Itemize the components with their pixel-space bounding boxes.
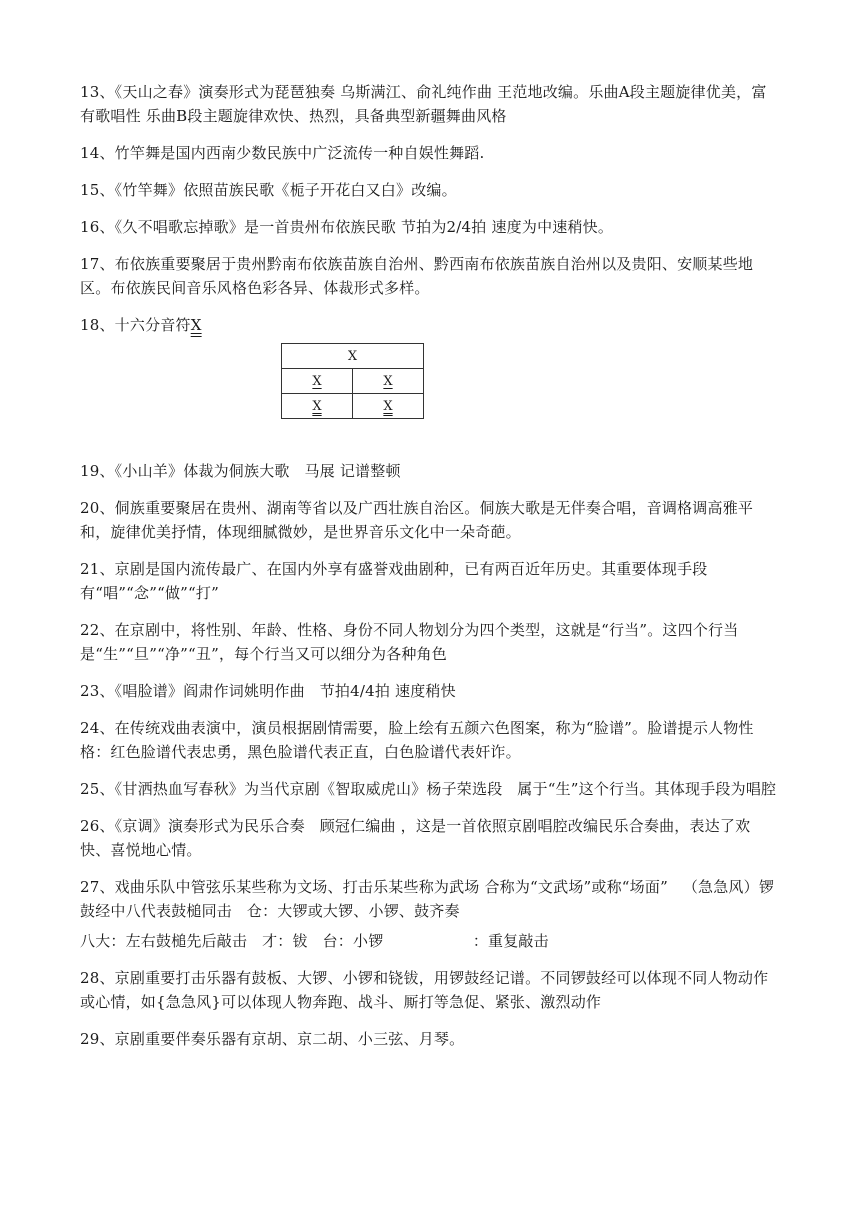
- paragraph-29: 29、京剧重要伴奏乐器有京胡、京二胡、小三弦、月琴。: [80, 1030, 465, 1048]
- sixteenth-note-symbol: X: [190, 316, 202, 334]
- note-table-eighth-right: X: [353, 369, 424, 394]
- note-table-sixteenth-left: X: [282, 394, 353, 419]
- paragraph-22: 22、在京剧中，将性别、年龄、性格、身份不同人物划分为四个类型，这就是“行当”。这四个行当是“生”“旦”“净”“丑”，每个行当又可以细分为各种角色: [80, 621, 739, 663]
- paragraph-13: 13、《天山之春》演奏形式为琵琶独奏 乌斯满江、俞礼纯作曲 王范地改编。乐曲A段主题旋律优美，富有歌唱性 乐曲B段主题旋律欢快、热烈，具备典型新疆舞曲风格: [80, 83, 767, 125]
- note-table-quarter: X: [282, 344, 424, 369]
- paragraph-21: 21、京剧是国内流传最广、在国内外享有盛誉戏曲剧种，已有两百近年历史。其重要体现手段有“唱”“念”“做”“打”: [80, 560, 708, 602]
- paragraph-27: 27、戏曲乐队中管弦乐某些称为文场、打击乐某些称为武场 合称为“文武场”或称“场面” （急急风）锣鼓经中八代表鼓槌同击 仓：大锣或大锣、小锣、鼓齐奏: [80, 878, 775, 920]
- paragraph-18: [80, 313, 780, 337]
- paragraph-23: 23、《唱脸谱》阎肃作词姚明作曲 节拍4/4拍 速度稍快: [80, 682, 456, 700]
- paragraph-27-continued: 八大：左右鼓槌先后敲击 才：钹 台：小锣 ：重复敲击: [80, 932, 549, 950]
- paragraph-25: 25、《甘洒热血写春秋》为当代京剧《智取威虎山》杨子荣选段 属于“生”这个行当。其体现手段为唱腔: [80, 780, 777, 798]
- paragraph-14: 14、竹竿舞是国内西南少数民族中广泛流传一种自娱性舞蹈.: [80, 144, 485, 162]
- paragraph-18-text: 18、十六分音符: [80, 316, 191, 334]
- document-page: [80, 80, 780, 1064]
- paragraph-28: 28、京剧重要打击乐器有鼓板、大锣、小锣和铙钹，用锣鼓经记谱。不同锣鼓经可以体现不同人物动作或心情，如{急急风}可以体现人物奔跑、战斗、厮打等急促、紧张、激烈动作: [80, 969, 769, 1011]
- note-table-eighth-left: X: [282, 369, 353, 394]
- paragraph-20: 20、侗族重要聚居在贵州、湖南等省以及广西壮族自治区。侗族大歌是无伴奏合唱，音调格调高雅平和，旋律优美抒情，体现细腻微妙，是世界音乐文化中一朵奇葩。: [80, 499, 754, 541]
- paragraph-24: 24、在传统戏曲表演中，演员根据剧情需要，脸上绘有五颜六色图案，称为“脸谱”。脸谱提示人物性格：红色脸谱代表忠勇，黑色脸谱代表正直，白色脸谱代表奸诈。: [80, 719, 754, 761]
- paragraph-17: 17、布依族重要聚居于贵州黔南布依族苗族自治州、黔西南布依族苗族自治州以及贵阳、安顺某些地区。布依族民间音乐风格色彩各异、体裁形式多样。: [80, 255, 754, 297]
- paragraph-19: 19、《小山羊》体裁为侗族大歌 马展 记谱整顿: [80, 462, 401, 480]
- note-table-sixteenth-right: X: [353, 394, 424, 419]
- paragraph-26: 26、《京调》演奏形式为民乐合奏 顾冠仁编曲 ，这是一首依照京剧唱腔改编民乐合奏曲，表达了欢快、喜悦地心情。: [80, 817, 751, 859]
- paragraph-16: 16、《久不唱歌忘掉歌》是一首贵州布依族民歌 节拍为2/4拍 速度为中速稍快。: [80, 218, 614, 236]
- paragraph-15: 15、《竹竿舞》依照苗族民歌《栀子开花白又白》改编。: [80, 181, 457, 199]
- note-value-table: [281, 343, 424, 419]
